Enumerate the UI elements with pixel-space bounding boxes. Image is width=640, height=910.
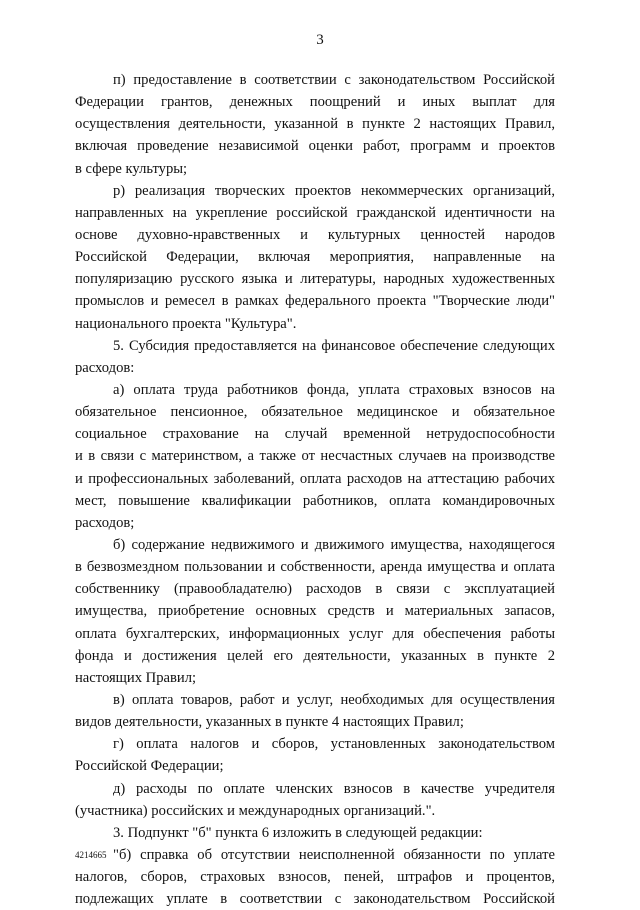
text-line: д) расходы по оплате членских взносов в качестве учредителя — [113, 780, 555, 797]
text-line: б) содержание недвижимого и движимого имущества, находящегося — [113, 536, 555, 553]
text-line: видов деятельности, указанных в пункте 4 настоящих Правил; — [75, 714, 464, 731]
text-line: в сфере культуры; — [75, 160, 188, 177]
text-line: Федерации грантов, денежных поощрений и иных выплат для — [75, 94, 555, 111]
text-line: налогов, сборов, страховых взносов, пеней, штрафов и процентов, — [75, 869, 555, 886]
text-line: настоящих Правил; — [75, 669, 197, 686]
text-line: г) оплата налогов и сборов, установленных законодательством — [113, 736, 555, 753]
text-line: расходов; — [75, 514, 135, 531]
document-code: 4214665 — [75, 850, 107, 860]
text-line: р) реализация творческих проектов некоммерческих организаций, — [113, 182, 555, 199]
document-body — [75, 69, 555, 910]
text-line: социальное страхование на случай временной нетрудоспособности — [75, 426, 555, 443]
text-line: 3. Подпункт "б" пункта 6 изложить в следующей редакции: — [113, 824, 483, 841]
text-line: собственнику (правообладателю) расходов в связи с эксплуатацией — [75, 581, 555, 598]
page-number: 3 — [316, 32, 324, 48]
text-line: расходов: — [75, 359, 135, 376]
text-line: имущества, приобретение основных средств и материальных запасов, — [75, 603, 555, 620]
text-line: мест, повышение квалификации работников, оплата командировочных — [75, 492, 555, 509]
text-line: Российской Федерации; — [75, 758, 224, 775]
text-line: в безвозмездном пользовании и собственности, аренда имущества и оплата — [75, 559, 555, 576]
text-line: подлежащих уплате в соответствии с законодательством Российской — [75, 891, 555, 908]
text-line: и в связи с материнством, а также от несчастных случаев на производстве — [75, 448, 555, 465]
text-line: основе духовно-нравственных и культурных ценностей народов — [75, 226, 555, 243]
text-line: оплата бухгалтерских, информационных услуг для обеспечения работы — [75, 625, 555, 642]
text-line: "б) справка об отсутствии неисполненной обязанности по уплате — [113, 846, 555, 863]
text-line: национального проекта "Культура". — [75, 315, 297, 332]
text-line: обязательное пенсионное, обязательное медицинское и обязательное — [75, 404, 555, 421]
text-line: популяризацию русского языка и литературы, народных художественных — [75, 271, 555, 288]
text-line: 5. Субсидия предоставляется на финансовое обеспечение следующих — [113, 337, 555, 354]
text-line: и профессиональных заболеваний, оплата расходов на аттестацию рабочих — [75, 470, 555, 487]
text-line: п) предоставление в соответствии с законодательством Российской — [113, 72, 555, 88]
text-line: промыслов и ремесел в рамках федерального проекта "Творческие люди" — [75, 293, 555, 310]
text-line: а) оплата труда работников фонда, уплата страховых взносов на — [113, 381, 555, 398]
text-line: в) оплата товаров, работ и услуг, необходимых для осуществления — [113, 691, 555, 708]
text-line: (участника) российских и международных организаций.". — [75, 802, 436, 819]
text-line: осуществления деятельности, указанной в пункте 2 настоящих Правил, — [75, 116, 555, 133]
text-line: Российской Федерации, включая мероприятия, направленные на — [75, 249, 555, 266]
text-line: направленных на укрепление российской гражданской идентичности на — [75, 204, 555, 221]
text-line: фонда и достижения целей его деятельности, указанных в пункте 2 — [75, 647, 555, 664]
text-line: включая проведение независимой оценки работ, программ и проектов — [75, 138, 555, 155]
